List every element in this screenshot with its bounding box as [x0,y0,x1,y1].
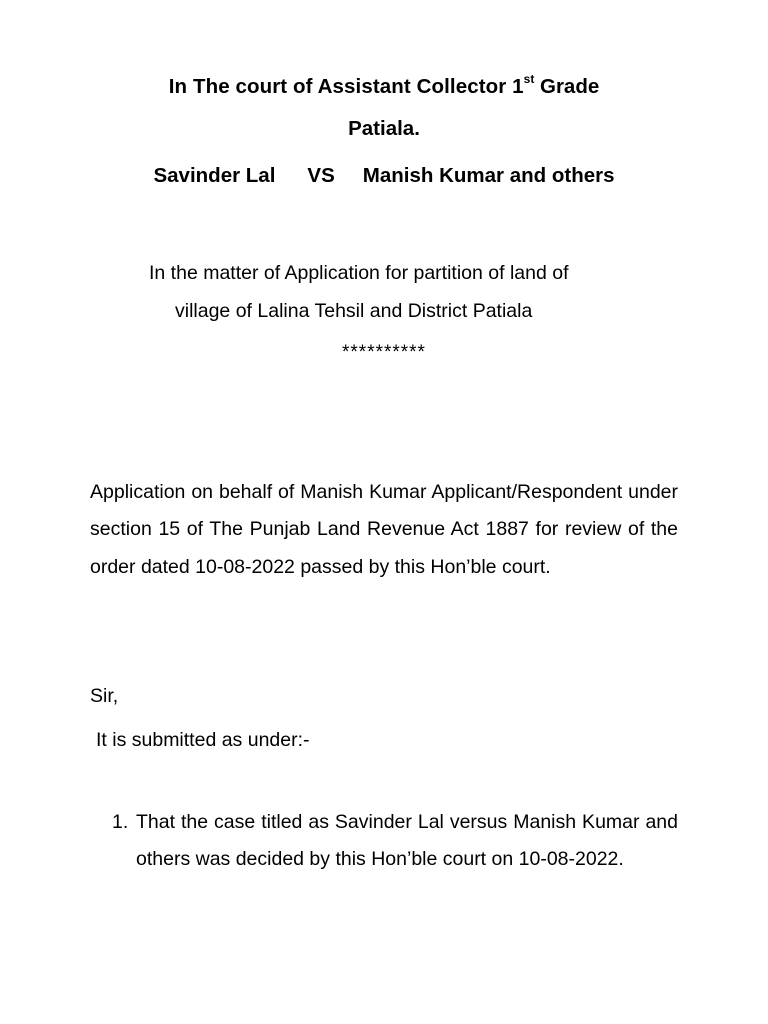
case-title [0,163,768,189]
list-item-text: That the case titled as Savinder Lal versus Manish Kumar and others was decided by this Hon’ble court on 10-08-2022. [136,811,678,871]
matter-line-2: village of Lalina Tehsil and District Patiala [175,300,533,322]
court-heading [0,74,768,100]
salutation: Sir, [90,685,119,707]
list-item-number: 1. [112,811,129,833]
versus-label: VS [307,164,335,187]
intro-line: It is submitted as under:- [96,729,310,751]
asterisk-separator: ********** [342,342,426,363]
grade-word: Grade [534,75,600,98]
respondent-name: Manish Kumar and others [362,164,615,187]
matter-line-1: In the matter of Application for partition of land of [149,262,569,284]
court-city: Patiala. [348,117,420,140]
court-title: In The court of Assistant Collector 1 [168,75,524,98]
grade-ordinal-suffix: st [523,72,535,87]
petitioner-name: Savinder Lal [153,164,276,187]
application-paragraph: Application on behalf of Manish Kumar Applicant/Respondent under section 15 of The Punjab Land Revenue Act 1887 for review of the order dated 10-08-2022 passed by this Hon’ble court. [90,481,678,578]
